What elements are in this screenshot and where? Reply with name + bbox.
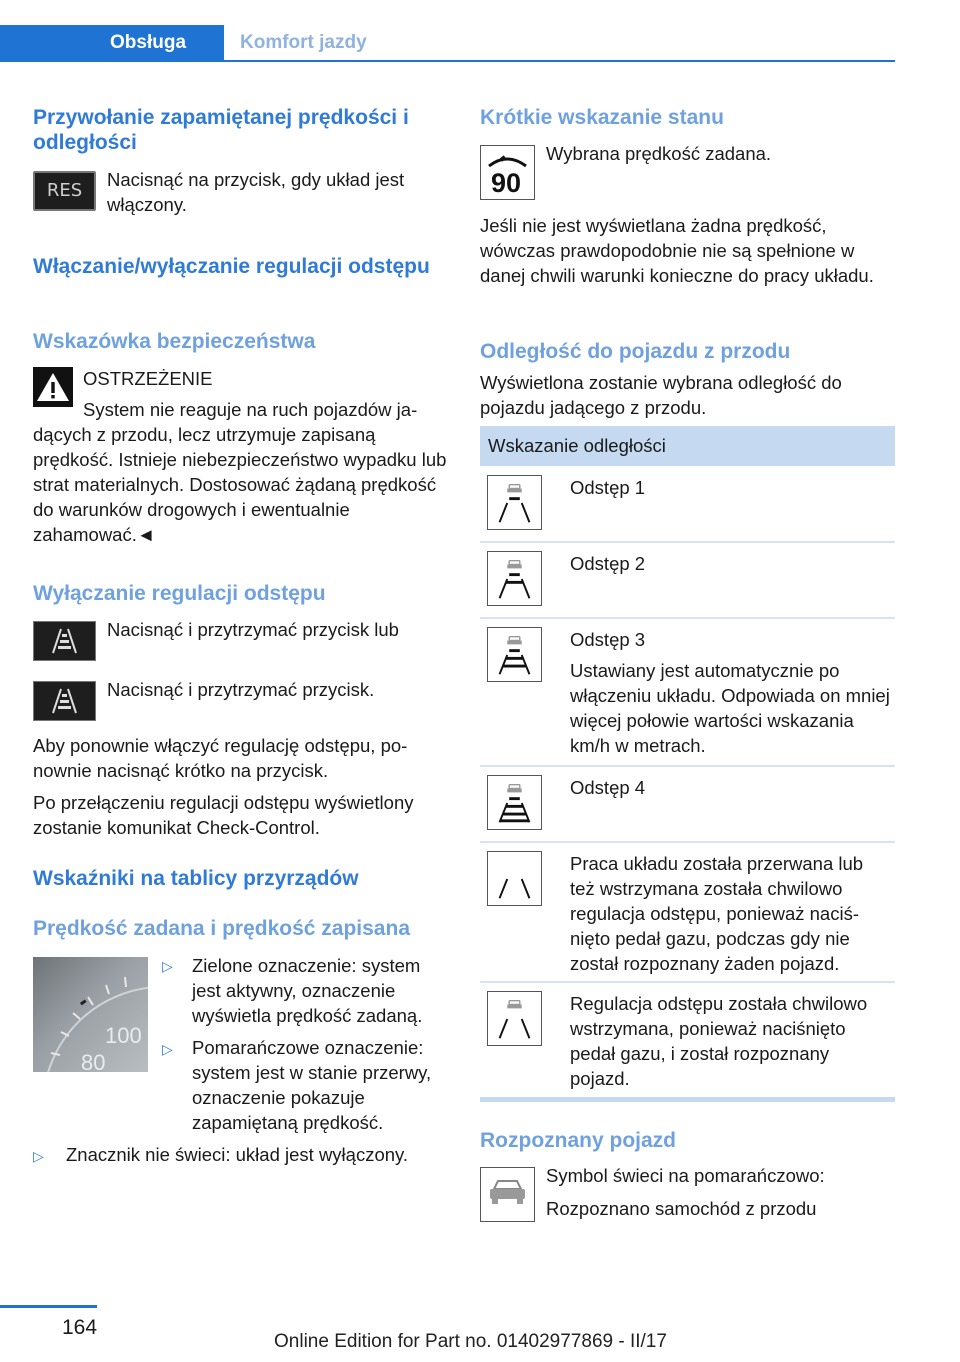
- check-control-text: Po przełączeniu regulacji odstępu wyświetlony zostanie komunikat Check-Control.: [33, 792, 414, 838]
- header-tabs: [0, 25, 895, 62]
- recall-text: Nacisnąć na przycisk, gdy układ jest włączony.: [107, 169, 405, 215]
- row-divider: [480, 617, 895, 619]
- bullet-marker-1: ▷: [162, 958, 173, 974]
- tab-obsluga[interactable]: Obsługa: [0, 25, 224, 62]
- heading-safety: Wskazówka bezpieczeństwa: [33, 330, 316, 353]
- heading-indicators: Wskaźniki na tablicy przyrządów: [33, 867, 359, 890]
- off-text-1: Nacisnąć i przytrzymać przycisk lub: [107, 619, 399, 640]
- row-divider: [480, 841, 895, 843]
- row-5-text: Praca układu została przerwana lub też wstrzymana została chwilowo regulacja odstępu, ponieważ naciśnięto pedał gazu, podczas gdy nie został rozpoznany żaden pojazd.: [570, 853, 864, 974]
- status-icon-number: 90: [491, 168, 522, 198]
- row-divider: [480, 981, 895, 983]
- distance-1-icon: [487, 475, 542, 530]
- distance-text: Wyświetlona zostanie wybrana odległość do pojazdu jadącego z przodu.: [480, 372, 842, 418]
- bullet-marker-2: ▷: [162, 1041, 173, 1057]
- lanes-only-icon: [487, 851, 542, 906]
- table-end: [480, 1097, 895, 1102]
- speedometer-image: [33, 957, 148, 1072]
- heading-status: Krótkie wskazanie stanu: [480, 106, 724, 129]
- row-2-title: Odstęp 2: [570, 553, 646, 574]
- detected-text-2: Rozpoznano samochód z przodu: [546, 1198, 817, 1219]
- tab-komfort-jazdy[interactable]: Komfort jazdy: [240, 32, 367, 53]
- heading-onoff: Włączanie/wyłączanie regulacji odstępu: [33, 255, 430, 278]
- no-speed-text: Jeśli nie jest wyświetlana żadna prędkość, wówczas prawdopodobnie nie są spełnione w danej chwili warunki konieczne do pracy układu.: [480, 215, 874, 286]
- res-button-icon: [33, 171, 96, 211]
- row-divider: [480, 541, 895, 543]
- detected-car-icon: [480, 1167, 535, 1222]
- bullet-item-3: Znacznik nie świeci: układ jest wyłączony.: [66, 1144, 409, 1165]
- heading-distance: Odległość do pojazdu z przodu: [480, 340, 791, 363]
- status-speed-icon: [480, 145, 535, 200]
- distance-button-icon-1: [33, 621, 96, 661]
- row-6-text: Regulacja odstępu została chwilowo wstrzymana, ponieważ naciśnięto pedał gazu, i został rozpoznany pojazd.: [570, 993, 868, 1089]
- distance-4-icon: [487, 775, 542, 830]
- reenable-text: Aby ponownie włączyć regulację odstępu, ponownie nacisnąć krótko na przycisk.: [33, 735, 408, 781]
- heading-speed: Prędkość zadana i prędkość zapisana: [33, 917, 410, 940]
- distance-3-icon: [487, 627, 542, 682]
- edition-text: Online Edition for Part no. 01402977869 - II/17: [274, 1331, 667, 1352]
- row-3-text: Ustawiany jest automatycznie po włączeniu układu. Odpowiada on mniej więcej połowie wartości wskazania km/h w metrach.: [570, 660, 890, 756]
- heading-recall: Przywołanie zapamiętanej prędkości i odległości: [33, 106, 409, 154]
- res-button-label: RES: [46, 180, 83, 201]
- distance-2-icon: [487, 551, 542, 606]
- warning-text: System nie reaguje na ruch pojazdów jadących z przodu, lecz utrzymuje zapisaną prędkość. Istnieje niebezpieczeństwo wypadku lub strat materialnych. Dostosować żądaną prędkość do warunków drogowych i ewentualnie zahamować.◄: [33, 399, 447, 545]
- row-4-title: Odstęp 4: [570, 777, 646, 798]
- warning-title: OSTRZEŻENIE: [83, 368, 213, 389]
- heading-off: Wyłączanie regulacji odstępu: [33, 582, 326, 605]
- table-header: Wskazanie odległości: [480, 426, 895, 466]
- heading-detected: Rozpoznany pojazd: [480, 1129, 676, 1152]
- detected-text-1: Symbol świeci na pomarańczowo:: [546, 1165, 825, 1186]
- bullet-marker-3: ▷: [33, 1148, 44, 1164]
- gauge-label-100: 100: [105, 1023, 142, 1048]
- off-text-2: Nacisnąć i przytrzymać przycisk.: [107, 679, 375, 700]
- gauge-label-80: 80: [81, 1050, 106, 1072]
- vehicle-lanes-icon: [487, 991, 542, 1046]
- row-divider: [480, 765, 895, 767]
- footer-accent: [0, 1305, 97, 1308]
- page-number: 164: [62, 1316, 98, 1339]
- row-3-title: Odstęp 3: [570, 629, 646, 650]
- bullet-item-1: Zielone oznaczenie: system jest aktywny, oznaczenie wyświetla prędkość zadaną.: [192, 955, 423, 1026]
- status-text: Wybrana prędkość zadana.: [546, 143, 772, 164]
- row-1-title: Odstęp 1: [570, 477, 646, 498]
- bullet-item-2: Pomarańczowe oznaczenie: system jest w stanie przerwy, oznaczenie pokazuje zapamiętaną prędkość.: [192, 1037, 432, 1133]
- distance-button-icon-2: [33, 681, 96, 721]
